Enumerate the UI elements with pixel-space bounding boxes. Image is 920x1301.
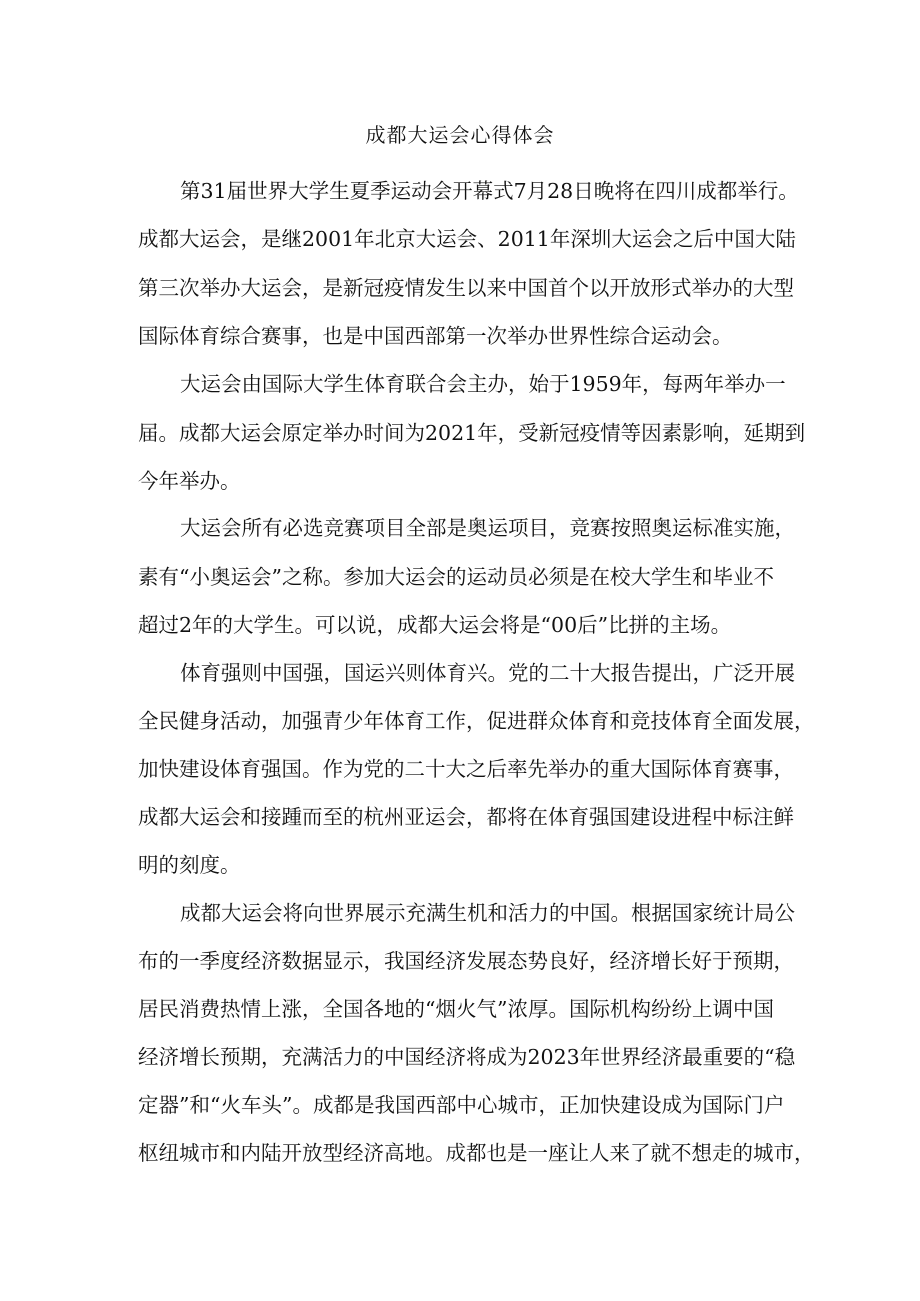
- paragraph-4-line-2: 全民健身活动，加强青少年体育工作，促进群众体育和竞技体育全面发展，: [138, 709, 815, 733]
- paragraph-3-line-2: 素有“小奥运会”之称。参加大运会的运动员必须是在校大学生和毕业不: [138, 565, 774, 589]
- paragraph-3-line-3: 超过2年的大学生。可以说，成都大运会将是“00后”比拼的主场。: [138, 613, 732, 637]
- paragraph-4-line-4: 成都大运会和接踵而至的杭州亚运会，都将在体育强国建设进程中标注鲜: [138, 805, 794, 829]
- paragraph-2-line-2: 届。成都大运会原定举办时间为2021年，受新冠疫情等因素影响，延期到: [138, 421, 806, 445]
- paragraph-5-line-4: 经济增长预期，充满活力的中国经济将成为2023年世界经济最重要的“稳: [138, 1045, 796, 1069]
- paragraph-1-line-3: 第三次举办大运会，是新冠疫情发生以来中国首个以开放形式举办的大型: [138, 276, 794, 300]
- paragraph-5-line-2: 布的一季度经济数据显示，我国经济发展态势良好，经济增长好于预期，: [138, 949, 794, 973]
- paragraph-2-line-1: 大运会由国际大学生体育联合会主办，始于1959年，每两年举办一: [180, 372, 786, 396]
- paragraph-2-line-3: 今年举办。: [138, 469, 241, 493]
- paragraph-4-line-5: 明的刻度。: [138, 853, 241, 877]
- paragraph-1-line-4: 国际体育综合赛事，也是中国西部第一次举办世界性综合运动会。: [138, 324, 733, 348]
- paragraph-5-line-5: 定器”和“火车头”。成都是我国西部中心城市，正加快建设成为国际门户: [138, 1093, 785, 1117]
- paragraph-1-line-1: 第31届世界大学生夏季运动会开幕式7月28日晚将在四川成都举行。: [180, 179, 799, 203]
- paragraph-5-line-3: 居民消费热情上涨，全国各地的“烟火气”浓厚。国际机构纷纷上调中国: [138, 997, 774, 1021]
- document-title: 成都大运会心得体会: [365, 123, 555, 147]
- paragraph-4-line-3: 加快建设体育强国。作为党的二十大之后率先举办的重大国际体育赛事，: [138, 757, 794, 781]
- paragraph-4-line-1: 体育强则中国强，国运兴则体育兴。党的二十大报告提出，广泛开展: [180, 661, 795, 685]
- paragraph-3-line-1: 大运会所有必选竞赛项目全部是奥运项目，竞赛按照奥运标准实施，: [180, 516, 795, 540]
- paragraph-5-line-6: 枢纽城市和内陆开放型经济高地。成都也是一座让人来了就不想走的城市，: [138, 1141, 815, 1165]
- paragraph-5-line-1: 成都大运会将向世界展示充满生机和活力的中国。根据国家统计局公: [180, 901, 795, 925]
- paragraph-1-line-2: 成都大运会，是继2001年北京大运会、2011年深圳大运会之后中国大陆: [138, 227, 796, 251]
